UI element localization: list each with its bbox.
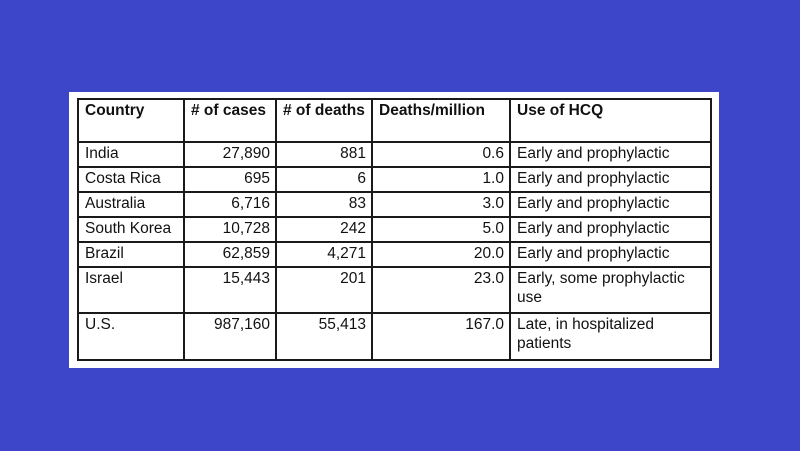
hcq-data-table [77, 98, 712, 361]
table-header-row [78, 99, 711, 142]
cell-deaths-per-million: 3.0 [372, 192, 510, 217]
table-row [78, 217, 711, 242]
cell-deaths-per-million: 0.6 [372, 142, 510, 167]
cell-country: India [78, 142, 184, 167]
cell-cases: 6,716 [184, 192, 276, 217]
table-card [69, 92, 719, 368]
table-row [78, 192, 711, 217]
header-deaths-per-million: Deaths/million [372, 99, 510, 142]
header-country: Country [78, 99, 184, 142]
cell-country: Israel [78, 267, 184, 314]
table-row [78, 142, 711, 167]
cell-deaths-per-million: 23.0 [372, 267, 510, 314]
header-hcq-use: Use of HCQ [510, 99, 711, 142]
table-row [78, 242, 711, 267]
cell-country: U.S. [78, 313, 184, 360]
cell-hcq-use: Late, in hospitalized patients [510, 313, 711, 360]
cell-hcq-use: Early and prophylactic [510, 167, 711, 192]
cell-hcq-use: Early and prophylactic [510, 192, 711, 217]
cell-country: Brazil [78, 242, 184, 267]
cell-deaths-per-million: 1.0 [372, 167, 510, 192]
cell-cases: 695 [184, 167, 276, 192]
cell-cases: 15,443 [184, 267, 276, 314]
cell-hcq-use: Early and prophylactic [510, 217, 711, 242]
cell-cases: 62,859 [184, 242, 276, 267]
cell-deaths: 881 [276, 142, 372, 167]
cell-deaths: 83 [276, 192, 372, 217]
cell-country: Australia [78, 192, 184, 217]
cell-deaths: 55,413 [276, 313, 372, 360]
table-row [78, 167, 711, 192]
cell-deaths: 201 [276, 267, 372, 314]
cell-hcq-use: Early and prophylactic [510, 142, 711, 167]
cell-deaths-per-million: 20.0 [372, 242, 510, 267]
table-row [78, 313, 711, 360]
cell-cases: 27,890 [184, 142, 276, 167]
cell-deaths: 242 [276, 217, 372, 242]
cell-hcq-use: Early, some prophylactic use [510, 267, 711, 314]
cell-deaths: 6 [276, 167, 372, 192]
cell-hcq-use: Early and prophylactic [510, 242, 711, 267]
cell-deaths-per-million: 167.0 [372, 313, 510, 360]
cell-country: South Korea [78, 217, 184, 242]
table-row [78, 267, 711, 314]
header-deaths: # of deaths [276, 99, 372, 142]
header-cases: # of cases [184, 99, 276, 142]
cell-cases: 987,160 [184, 313, 276, 360]
cell-country: Costa Rica [78, 167, 184, 192]
cell-deaths-per-million: 5.0 [372, 217, 510, 242]
cell-cases: 10,728 [184, 217, 276, 242]
cell-deaths: 4,271 [276, 242, 372, 267]
